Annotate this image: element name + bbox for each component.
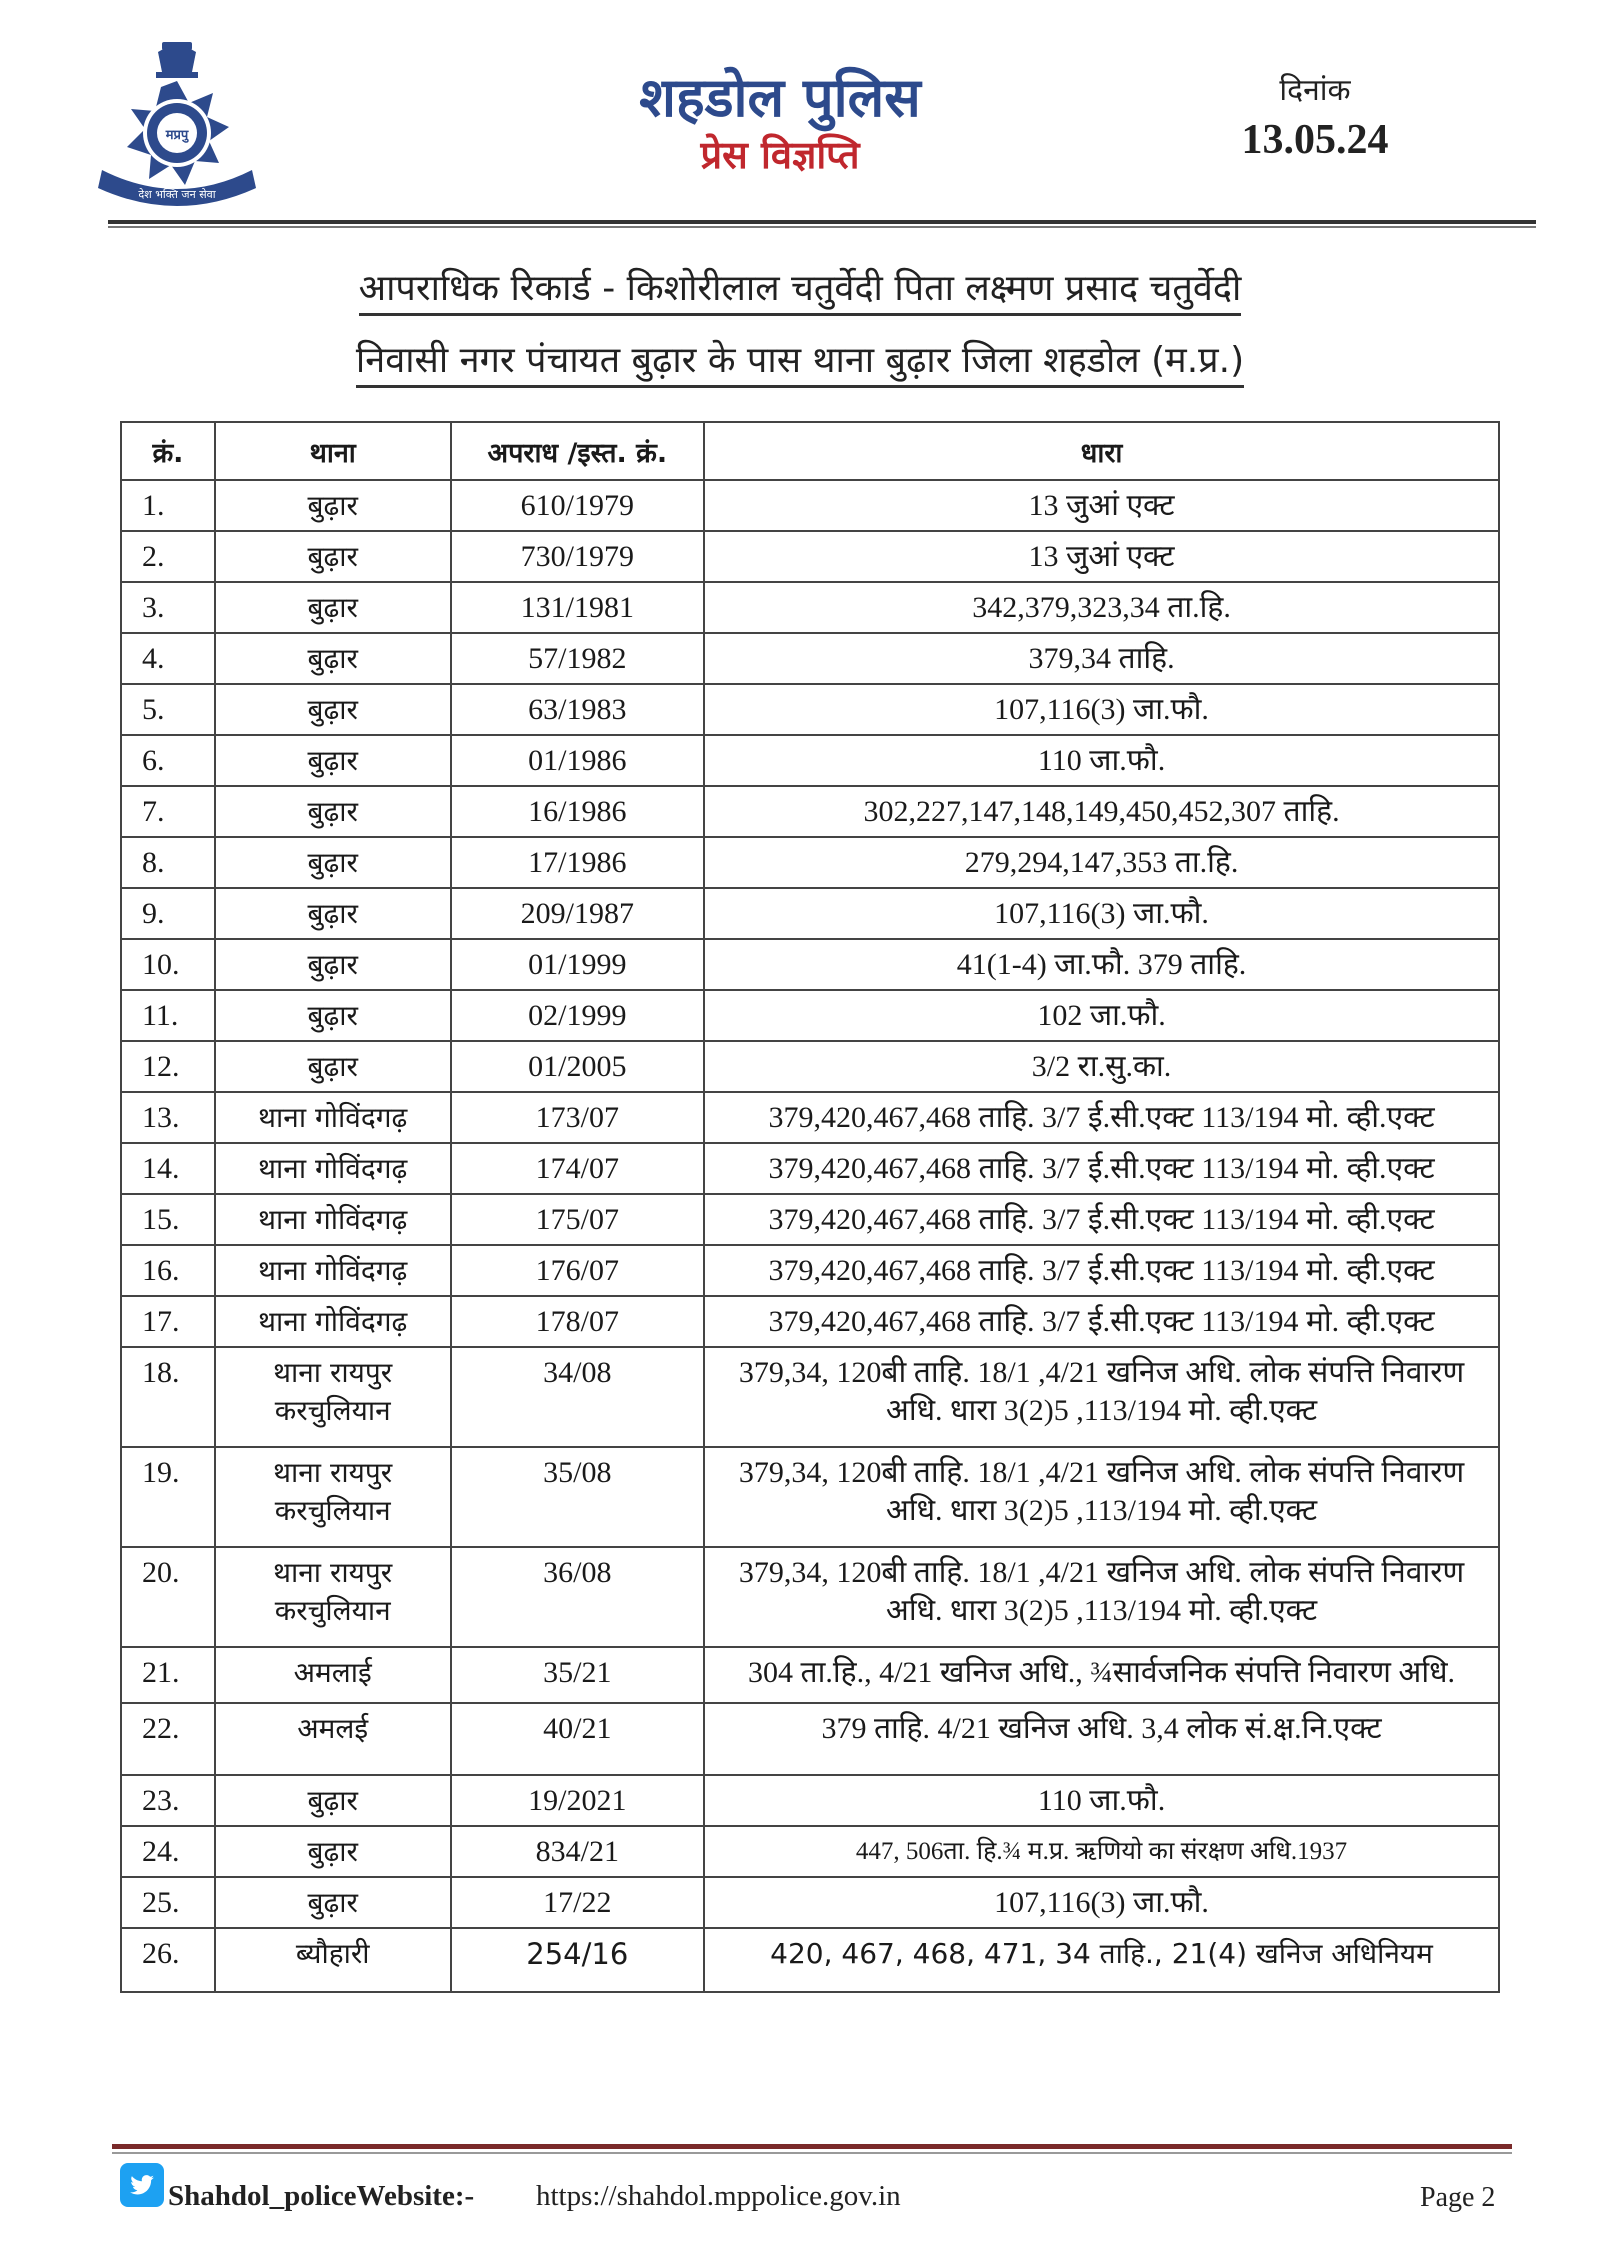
row-station: अमलाई [215, 1647, 451, 1703]
table-row [121, 633, 1499, 684]
footer-social-handle: Shahdol_policeWebsite:- [168, 2180, 475, 2212]
row-sections: 110 जा.फौ. [704, 1775, 1499, 1826]
header-crime-number: अपराध /इस्त. क्रं. [451, 422, 705, 480]
row-station: बुढ़ार [215, 990, 451, 1041]
row-serial: 2. [121, 531, 215, 582]
table-row [121, 1245, 1499, 1296]
table-row [121, 1826, 1499, 1877]
org-title: शहडोल पुलिस [639, 66, 921, 129]
row-crime-number: 610/1979 [451, 480, 705, 531]
date-value: 13.05.24 [1241, 117, 1389, 163]
row-station: बुढ़ार [215, 582, 451, 633]
row-station: थाना गोविंदगढ़ [215, 1296, 451, 1347]
row-serial: 18. [121, 1347, 215, 1447]
table-row [121, 1347, 1499, 1447]
row-sections: 379,420,467,468 ताहि. 3/7 ई.सी.एक्ट 113/194 मो. व्ही.एक्ट [704, 1143, 1499, 1194]
row-crime-number: 57/1982 [451, 633, 705, 684]
table-row [121, 939, 1499, 990]
table-row [121, 1296, 1499, 1347]
row-serial: 19. [121, 1447, 215, 1547]
table-row [121, 1928, 1499, 1992]
row-station: थाना रायपुर करचुलियान [215, 1547, 451, 1647]
date-label: दिनांक [1279, 73, 1351, 108]
row-serial: 21. [121, 1647, 215, 1703]
row-sections: 304 ता.हि., 4/21 खनिज अधि., ¾सार्वजनिक संपत्ति निवारण अधि. [704, 1647, 1499, 1703]
row-sections: 13 जुआं एक्ट [704, 531, 1499, 582]
row-serial: 20. [121, 1547, 215, 1647]
row-serial: 1. [121, 480, 215, 531]
table-row [121, 837, 1499, 888]
row-serial: 3. [121, 582, 215, 633]
row-station: बुढ़ार [215, 480, 451, 531]
table-row [121, 1703, 1499, 1775]
row-crime-number: 35/08 [451, 1447, 705, 1547]
page-number: Page 2 [1420, 2182, 1496, 2213]
row-sections: 379,34, 120बी ताहि. 18/1 ,4/21 खनिज अधि. लोक संपत्ति निवारण अधि. धारा 3(2)5 ,113/194 मो. व्ही.एक्ट [704, 1547, 1499, 1647]
row-sections: 379,34 ताहि. [704, 633, 1499, 684]
row-station: बुढ़ार [215, 1826, 451, 1877]
table-row [121, 1447, 1499, 1547]
row-crime-number: 209/1987 [451, 888, 705, 939]
row-station: बुढ़ार [215, 1041, 451, 1092]
row-station: थाना रायपुर करचुलियान [215, 1347, 451, 1447]
row-station: अमलई [215, 1703, 451, 1775]
row-crime-number: 730/1979 [451, 531, 705, 582]
row-serial: 9. [121, 888, 215, 939]
row-sections: 379,34, 120बी ताहि. 18/1 ,4/21 खनिज अधि. लोक संपत्ति निवारण अधि. धारा 3(2)5 ,113/194 मो. व्ही.एक्ट [704, 1447, 1499, 1547]
row-crime-number: 175/07 [451, 1194, 705, 1245]
row-serial: 16. [121, 1245, 215, 1296]
row-serial: 25. [121, 1877, 215, 1928]
row-sections: 107,116(3) जा.फौ. [704, 1877, 1499, 1928]
row-station: थाना गोविंदगढ़ [215, 1143, 451, 1194]
row-crime-number: 131/1981 [451, 582, 705, 633]
footer-divider [112, 2144, 1512, 2149]
table-row [121, 1547, 1499, 1647]
row-crime-number: 16/1986 [451, 786, 705, 837]
row-serial: 22. [121, 1703, 215, 1775]
row-crime-number: 178/07 [451, 1296, 705, 1347]
row-sections: 447, 506ता. हि.¾ म.प्र. ऋणियो का संरक्षण अधि.1937 [704, 1826, 1499, 1877]
row-serial: 15. [121, 1194, 215, 1245]
row-crime-number: 40/21 [451, 1703, 705, 1775]
row-crime-number: 834/21 [451, 1826, 705, 1877]
row-sections: 379,34, 120बी ताहि. 18/1 ,4/21 खनिज अधि. लोक संपत्ति निवारण अधि. धारा 3(2)5 ,113/194 मो. व्ही.एक्ट [704, 1347, 1499, 1447]
emblem-initials: मप्रपु [165, 128, 189, 143]
row-serial: 4. [121, 633, 215, 684]
row-serial: 26. [121, 1928, 215, 1992]
row-serial: 6. [121, 735, 215, 786]
table-row [121, 480, 1499, 531]
row-sections: 342,379,323,34 ता.हि. [704, 582, 1499, 633]
row-serial: 13. [121, 1092, 215, 1143]
row-crime-number: 176/07 [451, 1245, 705, 1296]
record-address: निवासी नगर पंचायत बुढ़ार के पास थाना बुढ़ार जिला शहडोल (म.प्र.) [0, 334, 1600, 383]
footer-divider-secondary [112, 2152, 1512, 2154]
row-crime-number: 01/1986 [451, 735, 705, 786]
row-station: बुढ़ार [215, 684, 451, 735]
row-crime-number: 254/16 [451, 1928, 705, 1992]
row-crime-number: 34/08 [451, 1347, 705, 1447]
row-serial: 23. [121, 1775, 215, 1826]
row-sections: 107,116(3) जा.फौ. [704, 888, 1499, 939]
row-crime-number: 63/1983 [451, 684, 705, 735]
row-station: बुढ़ार [215, 888, 451, 939]
table-row [121, 1647, 1499, 1703]
header-divider [108, 220, 1536, 224]
row-sections: 379,420,467,468 ताहि. 3/7 ई.सी.एक्ट 113/194 मो. व्ही.एक्ट [704, 1092, 1499, 1143]
row-station: थाना गोविंदगढ़ [215, 1092, 451, 1143]
row-serial: 11. [121, 990, 215, 1041]
table-row [121, 990, 1499, 1041]
row-sections: 379 ताहि. 4/21 खनिज अधि. 3,4 लोक सं.क्ष.नि.एक्ट [704, 1703, 1499, 1775]
row-crime-number: 36/08 [451, 1547, 705, 1647]
header-divider-secondary [108, 226, 1536, 228]
row-serial: 5. [121, 684, 215, 735]
row-serial: 12. [121, 1041, 215, 1092]
table-row [121, 684, 1499, 735]
row-sections: 13 जुआं एक्ट [704, 480, 1499, 531]
footer-website-link[interactable]: https://shahdol.mppolice.gov.in [536, 2180, 901, 2212]
row-sections: 107,116(3) जा.फौ. [704, 684, 1499, 735]
table-row [121, 735, 1499, 786]
row-crime-number: 19/2021 [451, 1775, 705, 1826]
row-sections: 379,420,467,468 ताहि. 3/7 ई.सी.एक्ट 113/194 मो. व्ही.एक्ट [704, 1245, 1499, 1296]
row-sections: 3/2 रा.सु.का. [704, 1041, 1499, 1092]
row-serial: 10. [121, 939, 215, 990]
row-station: थाना गोविंदगढ़ [215, 1245, 451, 1296]
table-header-row [121, 422, 1499, 480]
row-serial: 7. [121, 786, 215, 837]
row-station: बुढ़ार [215, 735, 451, 786]
twitter-icon[interactable] [120, 2163, 164, 2207]
table-row [121, 1041, 1499, 1092]
table-row [121, 582, 1499, 633]
row-station: बुढ़ार [215, 1877, 451, 1928]
row-station: बुढ़ार [215, 1775, 451, 1826]
row-station: ब्यौहारी [215, 1928, 451, 1992]
row-station: थाना गोविंदगढ़ [215, 1194, 451, 1245]
table-row [121, 1092, 1499, 1143]
row-crime-number: 01/1999 [451, 939, 705, 990]
row-station: बुढ़ार [215, 531, 451, 582]
table-row [121, 1143, 1499, 1194]
row-station: बुढ़ार [215, 837, 451, 888]
row-sections: 379,420,467,468 ताहि. 3/7 ई.सी.एक्ट 113/194 मो. व्ही.एक्ट [704, 1296, 1499, 1347]
press-release-label: प्रेस विज्ञप्ति [700, 133, 860, 177]
row-crime-number: 01/2005 [451, 1041, 705, 1092]
row-serial: 8. [121, 837, 215, 888]
header-serial: क्रं. [121, 422, 215, 480]
table-row [121, 888, 1499, 939]
record-heading: आपराधिक रिकार्ड - किशोरीलाल चतुर्वेदी पिता लक्ष्मण प्रसाद चतुर्वेदी [0, 262, 1600, 311]
row-station: थाना रायपुर करचुलियान [215, 1447, 451, 1547]
row-sections: 420, 467, 468, 471, 34 ताहि., 21(4) खनिज अधिनियम [704, 1928, 1499, 1992]
header-sections: धारा [704, 422, 1499, 480]
row-crime-number: 17/22 [451, 1877, 705, 1928]
emblem-motto: देश भक्ति जन सेवा [138, 188, 216, 201]
row-crime-number: 35/21 [451, 1647, 705, 1703]
row-serial: 14. [121, 1143, 215, 1194]
row-sections: 279,294,147,353 ता.हि. [704, 837, 1499, 888]
row-sections: 379,420,467,468 ताहि. 3/7 ई.सी.एक्ट 113/194 मो. व्ही.एक्ट [704, 1194, 1499, 1245]
row-sections: 41(1-4) जा.फौ. 379 ताहि. [704, 939, 1499, 990]
row-sections: 302,227,147,148,149,450,452,307 ताहि. [704, 786, 1499, 837]
row-station: बुढ़ार [215, 633, 451, 684]
table-row [121, 786, 1499, 837]
row-sections: 110 जा.फौ. [704, 735, 1499, 786]
row-station: बुढ़ार [215, 786, 451, 837]
row-serial: 17. [121, 1296, 215, 1347]
table-row [121, 1877, 1499, 1928]
row-sections: 102 जा.फौ. [704, 990, 1499, 1041]
row-station: बुढ़ार [215, 939, 451, 990]
criminal-record-table [120, 421, 1500, 1993]
row-crime-number: 02/1999 [451, 990, 705, 1041]
row-crime-number: 173/07 [451, 1092, 705, 1143]
row-crime-number: 174/07 [451, 1143, 705, 1194]
table-row [121, 531, 1499, 582]
row-crime-number: 17/1986 [451, 837, 705, 888]
header-station: थाना [215, 422, 451, 480]
table-row [121, 1194, 1499, 1245]
table-row [121, 1775, 1499, 1826]
row-serial: 24. [121, 1826, 215, 1877]
